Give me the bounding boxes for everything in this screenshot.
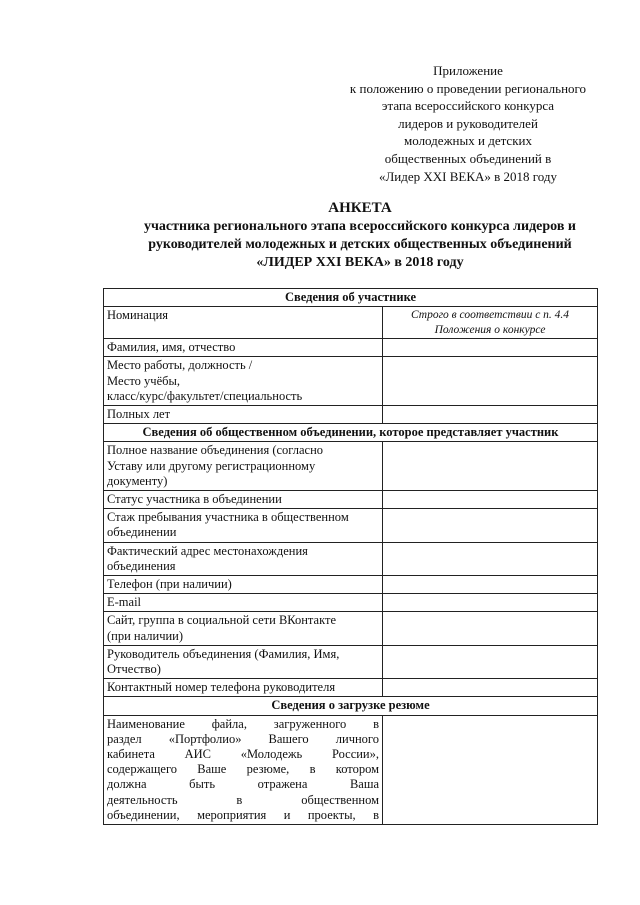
table-row (104, 339, 598, 357)
field-value-email[interactable] (383, 594, 598, 612)
table-row (104, 612, 598, 645)
appendix-line: Приложение (433, 63, 503, 78)
field-value-work[interactable] (383, 357, 598, 406)
section-heading: Сведения об общественном объединении, которое представляет участник (104, 424, 598, 442)
field-label-status: Статус участника в объединении (104, 491, 383, 509)
section-heading-participant (104, 289, 598, 307)
label-line: Место работы, должность / (107, 358, 253, 373)
field-value-leader[interactable] (383, 645, 598, 678)
field-label-fio: Фамилия, имя, отчество (104, 339, 383, 357)
form-title (80, 199, 640, 272)
form-title-line: участника регионального этапа всероссийского конкурса лидеров и (144, 219, 576, 234)
form-title-line: «ЛИДЕР XXI ВЕКА» в 2018 году (256, 255, 464, 270)
label-line: Руководитель объединения (Фамилия, Имя, (107, 646, 340, 661)
field-label-age: Полных лет (104, 406, 383, 424)
table-row (104, 715, 598, 824)
table-row (104, 576, 598, 594)
form-title-line: руководителей молодежных и детских общественных объединений (148, 237, 572, 252)
field-label-resume (104, 715, 383, 824)
table-row (104, 307, 598, 339)
table-row (104, 491, 598, 509)
label-line: Фактический адрес местонахождения (107, 543, 308, 558)
label-line: Уставу или другому регистрационному (107, 458, 316, 473)
label-line: Отчество) (107, 662, 161, 677)
field-value-leader-phone[interactable] (383, 679, 598, 697)
field-label-leader-phone: Контактный номер телефона руководителя (104, 679, 383, 697)
field-label-site (104, 612, 383, 645)
table-row (104, 594, 598, 612)
field-label-leader (104, 645, 383, 678)
appendix-line: «Лидер XXI ВЕКА» в 2018 году (378, 168, 558, 184)
label-line: Сайт, группа в социальной сети ВКонтакте (107, 613, 337, 628)
table-row (104, 542, 598, 575)
label-line: (при наличии) (107, 628, 184, 643)
field-value-phone[interactable] (383, 576, 598, 594)
field-label-nomination: Номинация (104, 307, 383, 339)
label-line: Место учёбы, (107, 373, 180, 388)
appendix-note (330, 62, 606, 185)
nomination-note: Строго в соответствии с п. 4.4 (410, 309, 570, 322)
table-row (104, 357, 598, 406)
label-line: объединении (107, 525, 177, 540)
appendix-line: лидеров и руководителей (398, 115, 538, 131)
field-value-resume[interactable] (383, 715, 598, 824)
label-line: содержащего Ваше резюме, в котором (107, 762, 379, 777)
field-label-email: E-mail (104, 594, 383, 612)
label-line: кабинета АИС «Молодежь России», (107, 747, 379, 762)
label-line: Полное название объединения (согласно (107, 443, 324, 458)
field-value-age[interactable] (383, 406, 598, 424)
section-heading: Сведения о загрузке резюме (104, 697, 598, 715)
nomination-note: Положения о конкурсе (434, 323, 546, 336)
field-value-org-name[interactable] (383, 442, 598, 491)
application-form-table (103, 288, 598, 825)
appendix-line: к положению о проведении регионального (349, 80, 587, 96)
field-value-tenure[interactable] (383, 509, 598, 542)
appendix-line: молодежных и детских (404, 133, 532, 149)
label-line: объединения (107, 558, 176, 573)
field-label-tenure (104, 509, 383, 542)
label-line: документу) (107, 473, 168, 488)
table-row (104, 679, 598, 697)
table-row (104, 645, 598, 678)
appendix-line: общественных объединений в (384, 150, 552, 166)
field-value-fio[interactable] (383, 339, 598, 357)
appendix-line: этапа всероссийского конкурса (381, 98, 555, 114)
table-row (104, 442, 598, 491)
field-value-status[interactable] (383, 491, 598, 509)
label-line: деятельность в общественном (107, 792, 379, 807)
label-line: класс/курс/факультет/специальность (107, 388, 303, 403)
label-line: раздел «Портфолио» Вашего личного (107, 731, 379, 746)
table-row (104, 406, 598, 424)
field-value-nomination[interactable] (383, 307, 598, 339)
form-title-main: АНКЕТА (328, 200, 392, 216)
label-line: объединении, мероприятия и проекты, в (107, 807, 379, 822)
field-value-address[interactable] (383, 542, 598, 575)
field-label-work (104, 357, 383, 406)
field-value-site[interactable] (383, 612, 598, 645)
table-row (104, 509, 598, 542)
field-label-org-name (104, 442, 383, 491)
label-line: Наименование файла, загруженного в (107, 716, 379, 731)
section-heading-resume (104, 697, 598, 715)
field-label-phone: Телефон (при наличии) (104, 576, 383, 594)
section-heading-organization (104, 424, 598, 442)
label-line: должна быть отражена Ваша (107, 777, 379, 792)
field-label-address (104, 542, 383, 575)
section-heading: Сведения об участнике (104, 289, 598, 307)
label-line: Стаж пребывания участника в общественном (107, 510, 349, 525)
